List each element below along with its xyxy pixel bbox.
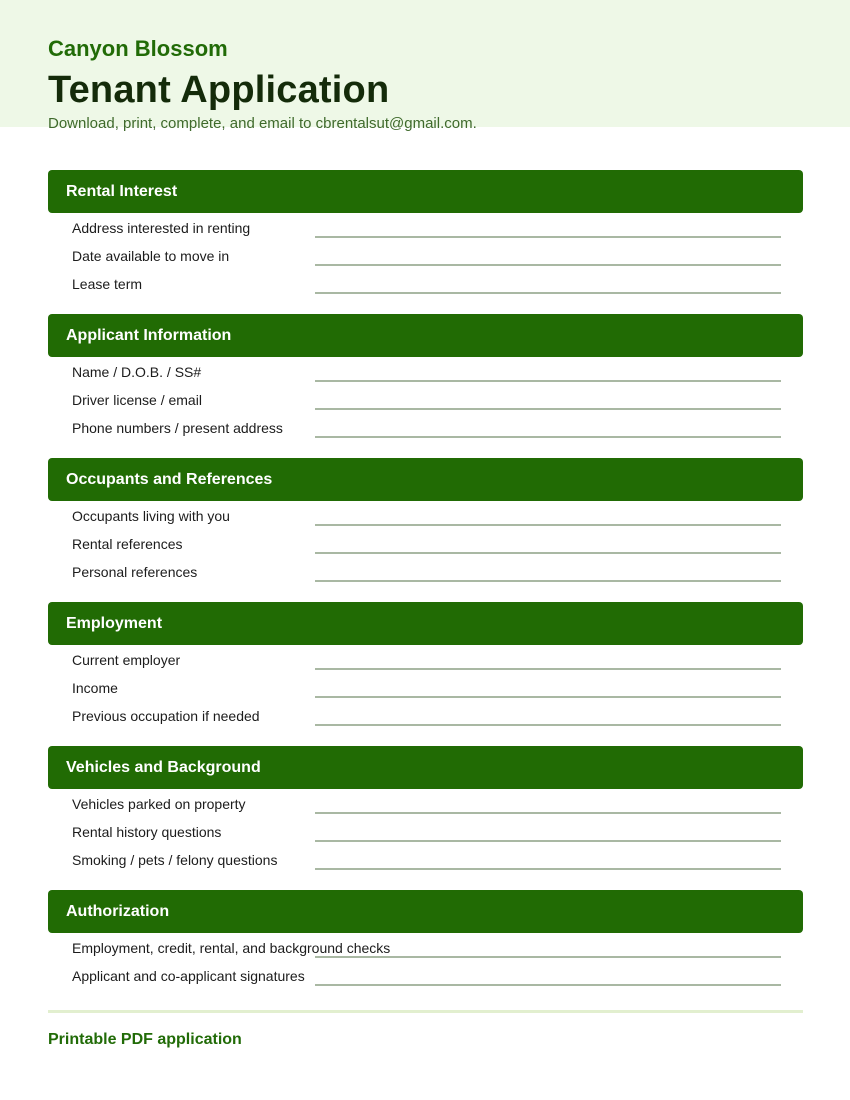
form-row bbox=[48, 213, 803, 241]
form-row bbox=[48, 645, 803, 673]
form-row bbox=[48, 673, 803, 701]
field-label: Smoking / pets / felony questions bbox=[72, 852, 278, 868]
printable-pdf-link[interactable]: Printable PDF application bbox=[48, 1031, 242, 1048]
field-line[interactable] bbox=[315, 524, 781, 526]
form-row bbox=[48, 357, 803, 385]
field-label: Driver license / email bbox=[72, 392, 202, 408]
field-label: Rental references bbox=[72, 536, 183, 552]
section-vehicles-background bbox=[48, 746, 803, 873]
section-header: Employment bbox=[48, 602, 803, 645]
field-label: Phone numbers / present address bbox=[72, 420, 283, 436]
field-line[interactable] bbox=[315, 264, 781, 266]
field-label: Vehicles parked on property bbox=[72, 796, 246, 812]
field-line[interactable] bbox=[315, 580, 781, 582]
field-label: Address interested in renting bbox=[72, 220, 251, 236]
field-line[interactable] bbox=[315, 696, 781, 698]
form-row bbox=[48, 933, 803, 961]
section-occupants-references bbox=[48, 458, 803, 585]
field-label: Lease term bbox=[72, 276, 143, 292]
field-label: Rental history questions bbox=[72, 824, 222, 840]
field-line[interactable] bbox=[315, 840, 781, 842]
form-row bbox=[48, 501, 803, 529]
form-row bbox=[48, 269, 803, 297]
field-line[interactable] bbox=[315, 408, 781, 410]
form-row bbox=[48, 701, 803, 729]
section-header: Applicant Information bbox=[48, 314, 803, 357]
field-line[interactable] bbox=[315, 436, 781, 438]
form-row bbox=[48, 789, 803, 817]
field-label: Name / D.O.B. / SS# bbox=[72, 364, 202, 380]
field-label: Occupants living with you bbox=[72, 508, 230, 524]
section-rental-interest bbox=[48, 170, 803, 297]
page-subtitle: Download, print, complete, and email to cbrentalsut@gmail.com. bbox=[48, 115, 477, 132]
form-row bbox=[48, 385, 803, 413]
field-line[interactable] bbox=[315, 380, 781, 382]
section-employment bbox=[48, 602, 803, 729]
form-row bbox=[48, 413, 803, 441]
footer-divider bbox=[48, 1010, 803, 1013]
field-label: Income bbox=[72, 680, 118, 696]
field-label: Previous occupation if needed bbox=[72, 708, 260, 724]
form-row bbox=[48, 817, 803, 845]
field-label: Date available to move in bbox=[72, 248, 230, 264]
field-line[interactable] bbox=[315, 812, 781, 814]
page-title: Tenant Application bbox=[48, 69, 390, 111]
field-line[interactable] bbox=[315, 868, 781, 870]
section-header: Rental Interest bbox=[48, 170, 803, 213]
field-line[interactable] bbox=[315, 984, 781, 986]
form-row bbox=[48, 845, 803, 873]
field-label: Personal references bbox=[72, 564, 198, 580]
section-header: Occupants and References bbox=[48, 458, 803, 501]
field-line[interactable] bbox=[315, 292, 781, 294]
form-row bbox=[48, 557, 803, 585]
form-row bbox=[48, 241, 803, 269]
section-authorization bbox=[48, 890, 803, 989]
field-label: Current employer bbox=[72, 652, 181, 668]
field-label: Applicant and co-applicant signatures bbox=[72, 968, 305, 984]
field-line[interactable] bbox=[315, 724, 781, 726]
field-line[interactable] bbox=[315, 956, 781, 958]
brand-name: Canyon Blossom bbox=[48, 36, 228, 61]
form-row bbox=[48, 961, 803, 989]
section-header: Authorization bbox=[48, 890, 803, 933]
field-label: Employment, credit, rental, and background checks bbox=[72, 940, 391, 956]
field-line[interactable] bbox=[315, 236, 781, 238]
section-header: Vehicles and Background bbox=[48, 746, 803, 789]
field-line[interactable] bbox=[315, 552, 781, 554]
field-line[interactable] bbox=[315, 668, 781, 670]
section-applicant-information bbox=[48, 314, 803, 441]
form-row bbox=[48, 529, 803, 557]
